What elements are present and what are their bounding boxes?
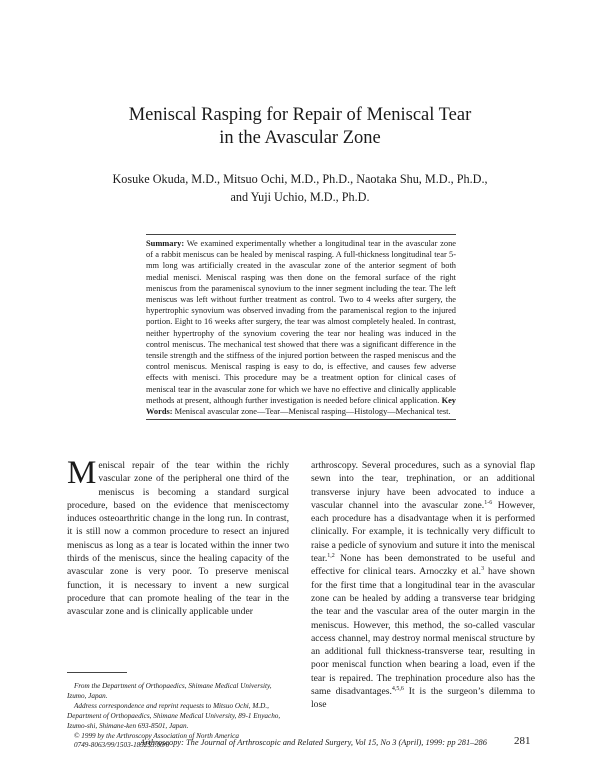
abstract-bottom-rule (146, 419, 456, 420)
footnote-doi: 0749-8063/99/1503-1832$3.00/0 (74, 741, 170, 750)
body-text-right-4: have shown for the first time that a longitudinal tear in the avascular zone can be healed by adding a transverse tear bridging the tear and the vascular area of the outer margin in the meniscus. However, this method, the so-called vascular access channel, may destroy normal meniscal structure by an additional full thickness-transverse tear, resulting in poor meniscal function when bearing a load, even if the tear is repaired. The trephination procedure also has the same disadvantages. (311, 566, 535, 698)
reference-superscript: 3 (481, 566, 485, 573)
abstract-text: We examined experimentally whether a longitudinal tear in the avascular zone of a rabbit meniscus can be healed by meniscal rasping. A full-thickness longitudinal tear 5-mm long was artificially created in the avascular zone of the anterior segment of both medial menisci. Meniscal rasping was then done on the femoral surface of the right meniscus from the parameniscal synovium to the inner segment including the tear. The left meniscus was left without further treatment as control. Two to 4 weeks after surgery, the hypertrophic synovium was observed invading from the parameniscal region to the injured portion. Eight to 16 weeks after surgery, the tear was almost completely healed. In contrast, neither hypertrophy of the synovium covering the tear nor healing was induced in the control meniscus. The mechanical test showed that there was a significant difference in the tensile strength and the stiffness of the injured portion between the rasped meniscus and the control meniscus. Meniscal rasping is easy to do, is effective, and causes few adverse effects with menisci. This procedure may be a treatment option for clinical cases of meniscal tear in the avascular zone for which we have no effective and clinically applicable methods at present, although further investigation is needed before clinical application. (146, 239, 456, 405)
running-footer: Arthroscopy: The Journal of Arthroscopic and Related Surgery, Vol 15, No 3 (April), 1999: pp 281–286 (140, 738, 487, 747)
keywords-text: Meniscal avascular zone—Tear—Meniscal rasping—Histology—Mechanical test. (174, 407, 451, 417)
body-text-right-1: arthroscopy. Several procedures, such as a synovial flap sewn into the tear, trephination, or an additional transverse injury have been advocated to induce a vascular channel into the avascular zone. (311, 460, 535, 511)
body-text-right-5: It is the surgeon’s dilemma to lose (311, 686, 535, 711)
footnote-copyright: © 1999 by the Arthroscopy Association of North America (74, 731, 239, 740)
abstract-label: Summary: (146, 239, 185, 248)
reference-superscript: 1-6 (484, 499, 493, 506)
title-line-1: Meniscal Rasping for Repair of Meniscal Tear (128, 105, 472, 125)
reference-superscript: 1,2 (327, 552, 335, 559)
drop-cap: M (67, 455, 97, 491)
body-text-right-2: However, each procedure has a disadvantage when it is performed clinically. For example, it is technically very difficult to raise a pedicle of synovium and suture it into the meniscal tear. (311, 499, 535, 565)
abstract-top-rule (146, 234, 456, 235)
authors-line-1: Kosuke Okuda, M.D., Mitsuo Ochi, M.D., Ph.D., Naotaka Shu, M.D., Ph.D., (112, 172, 488, 186)
page-number: 281 (514, 735, 531, 747)
abstract (146, 238, 456, 417)
footnote-rule (67, 672, 127, 673)
body-text-left: eniscal repair of the tear within the richly vascular zone of the peripheral one third of the meniscus is becoming a standard surgical procedure, based on the evidence that meniscectomy induces osteoarthritic change in the long run. In contrast, it is still now a common procedure to resect an injured meniscus as long as a tear is located within the inner two thirds of the meniscus, since the healing capacity of the avascular zone is very poor. To preserve meniscal function, it is necessary to invent a new surgical procedure that can promote healing of the tear in the avascular zone and is clinically applicable under (67, 460, 289, 618)
keywords-label: Key Words: (146, 395, 456, 417)
author-list (0, 170, 600, 206)
body-column-left (67, 455, 289, 619)
title-line-2: in the Avascular Zone (219, 128, 381, 148)
footnote-affiliation: From the Department of Orthopaedics, Shimane Medical University, Izumo, Japan. (67, 682, 272, 700)
body-column-right (311, 459, 535, 712)
authors-line-2: and Yuji Uchio, M.D., Ph.D. (230, 190, 370, 204)
article-title (0, 104, 600, 150)
body-text-right-3: None has been demonstrated to be useful and effective for clinical tears. Arnoczky et al. (311, 553, 535, 578)
footnote-correspondence: Address correspondence and reprint requests to Mitsuo Ochi, M.D., Department of Orthopaedics, Shimane Medical University, 89-1 Enyacho, Izumo-shi, Shimane-ken 693-8501, Japan. (67, 702, 281, 730)
reference-superscript: 4,5,6 (391, 685, 404, 692)
